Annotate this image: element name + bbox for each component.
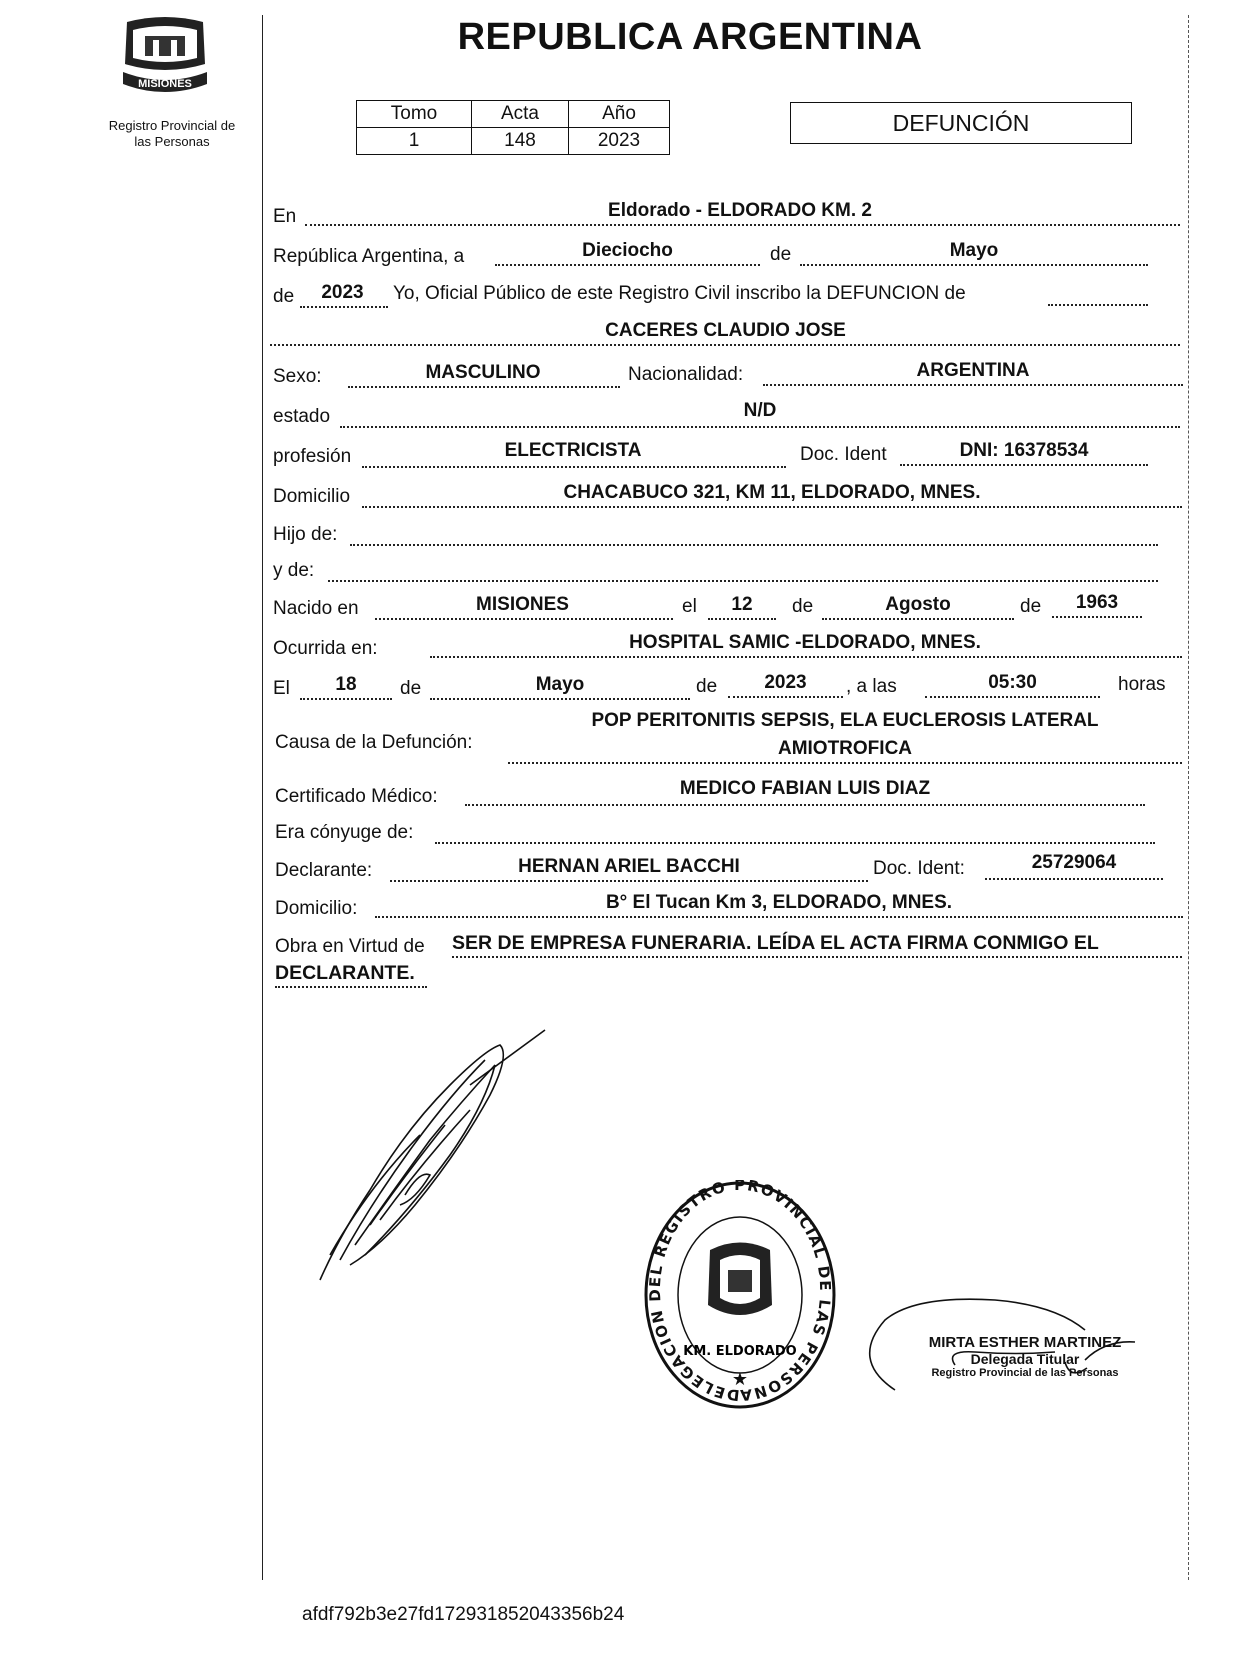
dots-year <box>300 306 388 308</box>
value-birth-day: 12 <box>731 594 753 615</box>
dots-declarant <box>390 880 868 882</box>
dots-address <box>362 506 1182 508</box>
dots-birth-month <box>822 618 1014 620</box>
page-title: REPUBLICA ARGENTINA <box>457 16 923 58</box>
dots-name <box>270 344 1180 346</box>
value-birth-year: 1963 <box>1075 592 1119 613</box>
label-yo: Yo, Oficial Público de este Registro Civil inscribo la DEFUNCION de <box>393 283 966 304</box>
value-death-time: 05:30 <box>988 672 1037 693</box>
ref-value-anio: 2023 <box>569 128 670 155</box>
dots-cause <box>508 762 1182 764</box>
value-cause-line1: POP PERITONITIS SEPSIS, ELA EUCLEROSIS LATERAL <box>591 710 1099 731</box>
document-hash: afdf792b3e27fd172931852043356b24 <box>302 1604 625 1625</box>
label-hijo: Hijo de: <box>273 524 338 545</box>
dots-declarant-doc <box>985 878 1163 880</box>
label-causa: Causa de la Defunción: <box>275 732 473 753</box>
label-horas: horas <box>1118 674 1166 695</box>
official-stamp <box>640 1180 840 1420</box>
value-declarant-doc: 25729064 <box>1031 852 1117 873</box>
dots-nationality <box>763 384 1183 386</box>
left-margin-line <box>262 15 263 1580</box>
ref-header-acta: Acta <box>472 101 569 128</box>
label-nacionalidad: Nacionalidad: <box>628 364 744 385</box>
label-obra: Obra en Virtud de <box>275 936 425 957</box>
label-estado: estado <box>273 406 331 427</box>
dots-death-day <box>300 698 392 700</box>
dots-death-time <box>925 696 1100 698</box>
dots-place <box>305 224 1180 226</box>
value-doctor: MEDICO FABIAN LUIS DIAZ <box>679 778 931 799</box>
label-declarante: Declarante: <box>275 860 373 881</box>
value-name: CACERES CLAUDIO JOSE <box>605 320 846 341</box>
svg-text:★: ★ <box>731 1369 749 1390</box>
official-role: Delegada Titular <box>970 1351 1080 1367</box>
dots-death-month <box>430 698 690 700</box>
label-conyuge: Era cónyuge de: <box>275 822 414 843</box>
label-sexo: Sexo: <box>273 366 322 387</box>
ref-header-tomo: Tomo <box>357 101 472 128</box>
document-type-box <box>790 102 1132 144</box>
dots-hijo <box>350 544 1158 546</box>
value-declarant: HERNAN ARIEL BACCHI <box>518 856 740 877</box>
label-el-cap: El <box>273 678 290 699</box>
value-death-place: HOSPITAL SAMIC -ELDORADO, MNES. <box>629 632 981 653</box>
official-signature-block <box>910 1334 1140 1379</box>
logo-text: MISIONES <box>138 78 192 90</box>
value-virtue-line1: SER DE EMPRESA FUNERARIA. LEÍDA EL ACTA FIRMA CONMIGO EL <box>452 932 1099 954</box>
dots-declarant-address <box>375 916 1183 918</box>
dots-y-de <box>328 580 1158 582</box>
document-type: DEFUNCIÓN <box>892 110 1030 136</box>
dots-profession <box>362 466 786 468</box>
value-civil-state: N/D <box>743 400 777 421</box>
value-declarant-address: B° El Tucan Km 3, ELDORADO, MNES. <box>605 892 953 913</box>
dots-virtue-line2 <box>275 986 427 988</box>
label-en: En <box>273 206 297 227</box>
label-de-year: de <box>273 286 295 307</box>
value-address: CHACABUCO 321, KM 11, ELDORADO, MNES. <box>563 482 981 503</box>
dots-doctor <box>465 804 1145 806</box>
label-doc-ident-2: Doc. Ident: <box>873 858 965 879</box>
value-year: 2023 <box>321 282 364 303</box>
value-cause-line2: AMIOTROFICA <box>777 738 913 759</box>
value-virtue-line2: DECLARANTE. <box>275 962 415 984</box>
label-de-1: de <box>770 244 792 265</box>
agency-name <box>92 118 252 150</box>
label-de-death: de <box>400 678 422 699</box>
label-ocurrida: Ocurrida en: <box>273 638 378 659</box>
ref-header-anio: Año <box>569 101 670 128</box>
value-place: Eldorado - ELDORADO KM. 2 <box>608 200 872 221</box>
dots-birth-place <box>375 618 673 620</box>
label-domicilio-2: Domicilio: <box>275 898 358 919</box>
dots-birth-day <box>708 618 776 620</box>
label-domicilio: Domicilio <box>273 486 351 507</box>
label-profesion: profesión <box>273 446 352 467</box>
dots-birth-year <box>1052 616 1142 618</box>
value-birth-place: MISIONES <box>476 594 569 615</box>
value-death-month: Mayo <box>535 674 585 695</box>
label-de-birth-year: de <box>1020 596 1042 617</box>
agency-line2: las Personas <box>134 134 210 149</box>
declarant-signature <box>310 1025 550 1285</box>
label-el: el <box>682 596 697 617</box>
label-de-death-year: de <box>696 676 718 697</box>
official-name: MIRTA ESTHER MARTINEZ <box>928 1334 1122 1351</box>
value-sex: MASCULINO <box>425 362 541 383</box>
value-dni: DNI: 16378534 <box>959 440 1089 461</box>
right-margin-line <box>1188 15 1189 1580</box>
dots-yo <box>1048 304 1148 306</box>
value-day-words: Dieciocho <box>582 240 673 261</box>
dots-death-year <box>728 696 843 698</box>
dots-virtue-line1 <box>452 956 1182 958</box>
label-doc-ident: Doc. Ident <box>800 444 887 465</box>
label-certificado: Certificado Médico: <box>275 786 438 807</box>
stamp-ring-text: DELEGACION DEL REGISTRO PROVINCIAL DE LAS PERSONA <box>645 1180 835 1405</box>
dots-death-place <box>430 656 1182 658</box>
value-nationality: ARGENTINA <box>916 360 1030 381</box>
dots-sex <box>348 386 620 388</box>
reference-table <box>356 100 670 155</box>
dots-conyuge <box>435 842 1155 844</box>
value-death-year: 2023 <box>764 672 807 693</box>
label-a-las: , a las <box>846 676 897 697</box>
label-nacido: Nacido en <box>273 598 359 619</box>
agency-line1: Registro Provincial de <box>108 118 236 133</box>
value-month: Mayo <box>949 240 999 261</box>
dots-civil-state <box>340 426 1180 428</box>
stamp-center-text: KM. ELDORADO <box>683 1344 797 1359</box>
official-agency: Registro Provincial de las Personas <box>931 1367 1119 1379</box>
province-logo <box>115 14 215 99</box>
label-de-birth: de <box>792 596 814 617</box>
dots-day-words <box>495 264 760 266</box>
ref-value-acta: 148 <box>472 128 569 155</box>
dots-month <box>800 264 1148 266</box>
label-republica: República Argentina, a <box>273 246 465 267</box>
dots-dni <box>900 464 1148 466</box>
ref-value-tomo: 1 <box>357 128 472 155</box>
value-profession: ELECTRICISTA <box>504 440 642 461</box>
value-death-day: 18 <box>335 674 357 695</box>
label-y-de: y de: <box>273 560 315 581</box>
value-birth-month: Agosto <box>885 594 951 615</box>
